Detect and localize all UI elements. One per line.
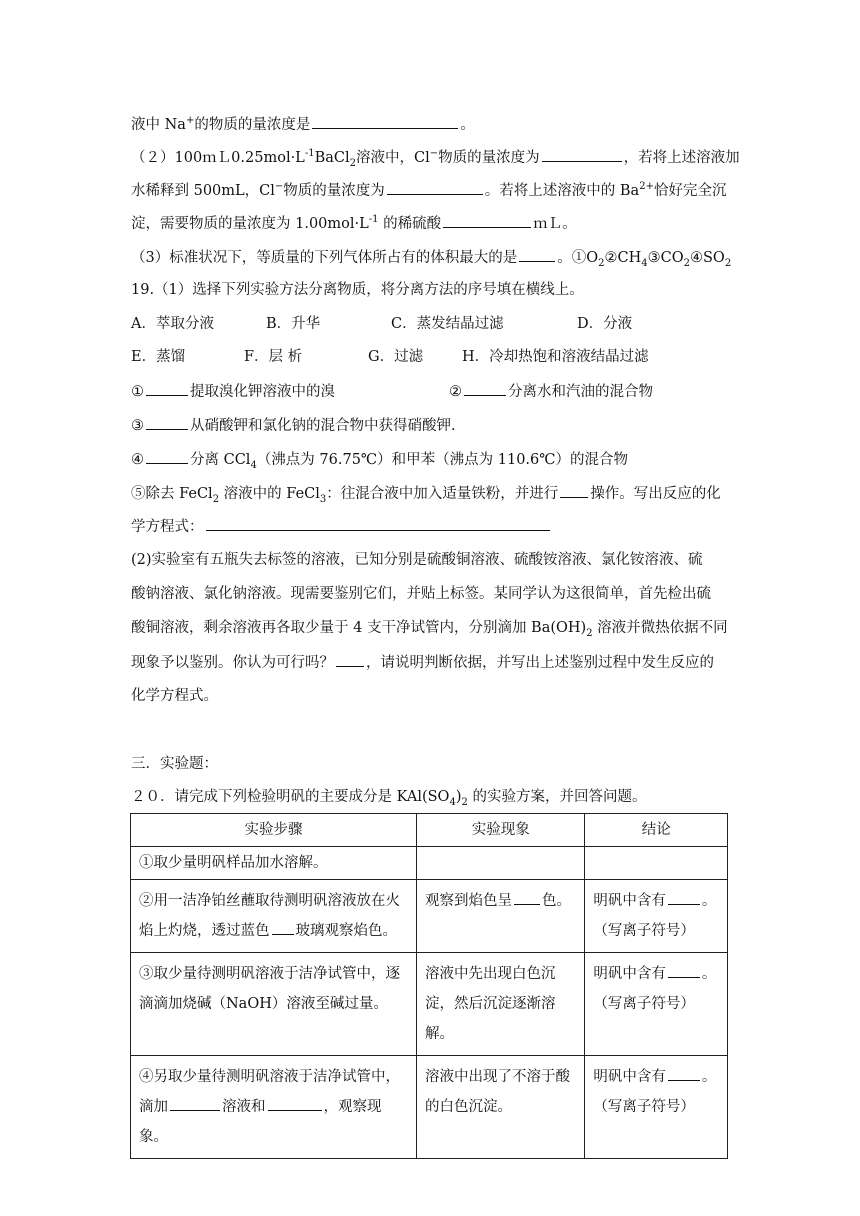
experiment-table bbox=[130, 813, 728, 1159]
header-phenomenon: 实验现象 bbox=[417, 814, 585, 847]
option-f: F．层 析 bbox=[244, 349, 303, 365]
answer-blank[interactable] bbox=[268, 1096, 322, 1111]
answer-blank[interactable] bbox=[464, 381, 506, 396]
answer-blank[interactable] bbox=[146, 449, 188, 464]
section-heading: 三．实验题： bbox=[131, 756, 218, 772]
q19-part2-line1: (2)实验室有五瓶失去标签的溶液，已知分别是硫酸铜溶液、硫酸铵溶液、氯化铵溶液、硫 bbox=[131, 552, 703, 568]
option-b: B．升华 bbox=[266, 316, 321, 332]
option-g: G．过滤 bbox=[368, 349, 424, 365]
option-a: A．萃取分液 bbox=[131, 316, 214, 332]
q19-item5-line1: ⑤除去 FeCl$_2$ 溶液中的 FeCl$_3$：往混合液中加入适量铁粉，并进行 操作。写出反应的化 bbox=[131, 483, 721, 504]
q19-item4: ④ 分离 CCl$_4$（沸点为 76.75℃）和甲苯（沸点为 110.6℃）的混合物 bbox=[131, 449, 628, 470]
answer-blank[interactable] bbox=[336, 652, 364, 667]
answer-blank[interactable] bbox=[668, 963, 700, 978]
option-c: C．蒸发结晶过滤 bbox=[391, 316, 504, 332]
q18-line1: 液中 Na+的物质的量浓度是 。 bbox=[131, 115, 475, 133]
conclusion-cell: 明矾中含有 。 （写离子符号） bbox=[585, 953, 728, 1056]
q19-item1: ① 提取溴化钾溶液中的溴 bbox=[131, 381, 335, 402]
q19-item2: ② 分离水和汽油的混合物 bbox=[449, 381, 653, 402]
conclusion-cell bbox=[585, 847, 728, 880]
table-header-row bbox=[131, 814, 728, 847]
q19-options-row2 bbox=[131, 347, 649, 367]
step-cell: ③取少量待测明矾溶液于洁净试管中，逐滴滴加烧碱（NaOH）溶液至碱过量。 bbox=[131, 953, 417, 1056]
q19-item3: ③ 从硝酸钾和氯化钠的混合物中获得硝酸钾. bbox=[131, 415, 456, 436]
table-row bbox=[131, 880, 728, 953]
header-steps: 实验步骤 bbox=[131, 814, 417, 847]
table-row bbox=[131, 1056, 728, 1159]
q18-part3-line: （3）标准状况下，等质量的下列气体所占有的体积最大的是 。$①O_2②CH_4③CO_2④SO_2$ bbox=[131, 247, 731, 268]
phenomenon-cell bbox=[417, 847, 585, 880]
header-conclusion: 结论 bbox=[585, 814, 728, 847]
answer-blank[interactable] bbox=[312, 114, 458, 129]
q19-part2-line5: 化学方程式。 bbox=[131, 688, 218, 704]
q19-intro: 19.（1）选择下列实验方法分离物质，将分离方法的序号填在横线上。 bbox=[131, 282, 584, 298]
phenomenon-cell: 溶液中先出现白色沉淀，然后沉淀逐渐溶解。 bbox=[417, 953, 585, 1056]
table-row bbox=[131, 847, 728, 880]
q19-part2-line3: 酸铜溶液，剩余溶液再各取少量于 4 支干净试管内，分别滴加 $Ba(OH)_2$ 溶液并微热依据不同 bbox=[131, 620, 728, 639]
q20-prompt: ２０．请完成下列检验明矾的主要成分是 $KAl(SO_4)_2$ 的实验方案，并回答问题。 bbox=[131, 789, 647, 808]
conclusion-cell: 明矾中含有 。 （写离子符号） bbox=[585, 1056, 728, 1159]
answer-blank[interactable] bbox=[206, 516, 550, 531]
answer-blank[interactable] bbox=[560, 483, 588, 498]
step-cell: ④另取少量待测明矾溶液于洁净试管中，滴加 溶液和 ，观察现象。 bbox=[131, 1056, 417, 1159]
option-e: E．蒸馏 bbox=[131, 349, 186, 365]
conclusion-cell: 明矾中含有 。 （写离子符号） bbox=[585, 880, 728, 953]
q19-part2-line2: 酸钠溶液、氯化钠溶液。现需要鉴别它们，并贴上标签。某同学认为这很简单，首先检出硫 bbox=[131, 586, 711, 602]
answer-blank[interactable] bbox=[514, 890, 540, 905]
answer-blank[interactable] bbox=[146, 381, 188, 396]
phenomenon-cell: 溶液中出现了不溶于酸的白色沉淀。 bbox=[417, 1056, 585, 1159]
q19-item5-line2: 学方程式： bbox=[131, 516, 552, 537]
answer-blank[interactable] bbox=[443, 213, 531, 228]
answer-blank[interactable] bbox=[668, 890, 700, 905]
option-d: D．分液 bbox=[577, 316, 633, 332]
answer-blank[interactable] bbox=[146, 415, 188, 430]
table-row bbox=[131, 953, 728, 1056]
answer-blank[interactable] bbox=[668, 1066, 700, 1081]
phenomenon-cell: 观察到焰色呈 色。 bbox=[417, 880, 585, 953]
step-cell: ②用一洁净铂丝蘸取待测明矾溶液放在火焰上灼烧，透过蓝色 玻璃观察焰色。 bbox=[131, 880, 417, 953]
step-cell: ①取少量明矾样品加水溶解。 bbox=[131, 847, 417, 880]
option-h: H．冷却热饱和溶液结晶过滤 bbox=[462, 349, 649, 365]
q18-part2-line2: 水稀释到 500mL，Cl−物质的量浓度为 。若将上述溶液中的 $Ba^{2+}$恰好完全沉 bbox=[131, 181, 727, 199]
answer-blank[interactable] bbox=[387, 180, 483, 195]
q19-options-row1 bbox=[131, 314, 632, 334]
answer-blank[interactable] bbox=[170, 1096, 220, 1111]
answer-blank[interactable] bbox=[542, 147, 622, 162]
q19-part2-line4: 现象予以鉴别。你认为可行吗？ ，请说明判断依据，并写出上述鉴别过程中发生反应的 bbox=[131, 652, 714, 673]
q18-part2-line1: $(2)100mL0.25mol\cdot L^{-1}BaCl_2$溶液中，Cl−物质的量浓度为 ，若将上述溶液加 bbox=[131, 148, 740, 169]
answer-blank[interactable] bbox=[519, 247, 555, 262]
q18-part2-line3: 淀，需要物质的量浓度为 $1.00mol\cdot L^{-1}$ 的稀硫酸 ｍＬ。 bbox=[131, 214, 577, 232]
answer-blank[interactable] bbox=[272, 920, 294, 935]
